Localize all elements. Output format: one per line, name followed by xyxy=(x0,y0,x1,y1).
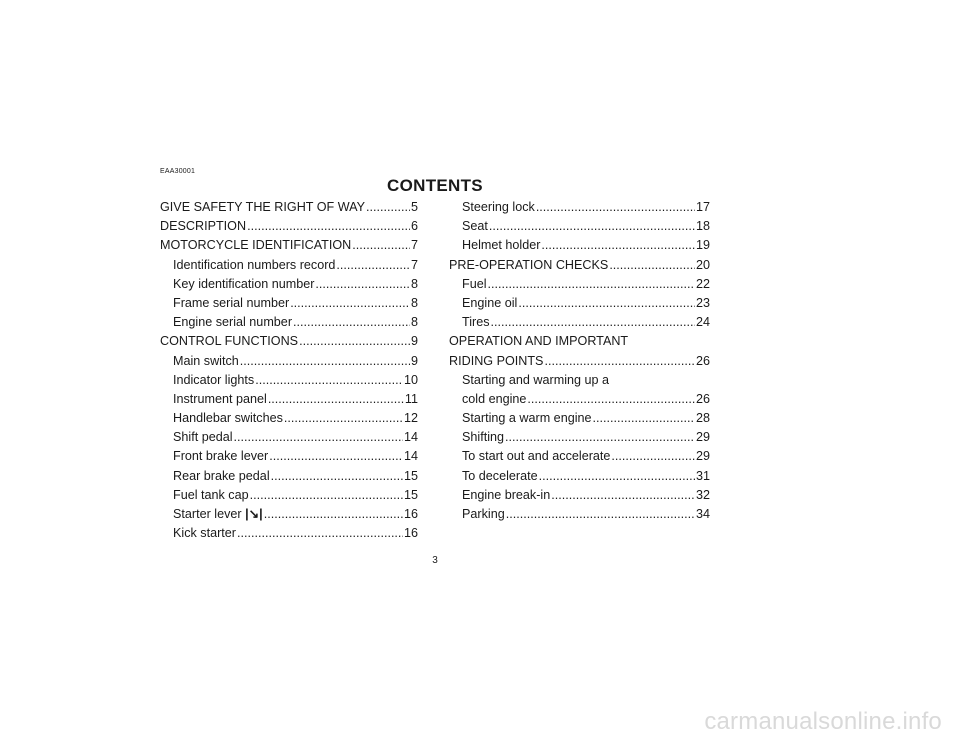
toc-entry[interactable] xyxy=(449,505,710,524)
toc-entry-text: cold engine xyxy=(462,391,527,406)
toc-entry[interactable] xyxy=(160,236,418,255)
toc-entry-text: RIDING POINTS xyxy=(449,353,544,368)
toc-entry[interactable] xyxy=(449,294,710,313)
toc-entry[interactable] xyxy=(449,198,710,217)
toc-entry-text: Engine oil xyxy=(462,295,518,310)
toc-entry-text: Starting a warm engine xyxy=(462,411,592,426)
toc-entry[interactable] xyxy=(160,275,418,294)
toc-left-column xyxy=(160,198,418,543)
toc-leader xyxy=(488,275,695,294)
toc-entry-page: 11 xyxy=(404,391,418,406)
toc-entry-text: Handlebar switches xyxy=(173,411,283,426)
toc-entry-page: 16 xyxy=(403,526,418,541)
toc-leader xyxy=(268,390,404,409)
toc-entry-text: Kick starter xyxy=(173,526,236,541)
toc-entry[interactable] xyxy=(160,467,418,486)
toc-entry-text: Rear brake pedal xyxy=(173,468,270,483)
toc-leader xyxy=(366,198,410,217)
toc-leader xyxy=(518,294,695,313)
toc-entry-page: 5 xyxy=(410,200,418,214)
toc-entry[interactable] xyxy=(160,198,418,217)
toc-right-column xyxy=(449,198,710,524)
toc-entry-page: 15 xyxy=(403,487,418,502)
toc-leader xyxy=(269,447,403,466)
toc-entry-page: 14 xyxy=(403,449,418,464)
toc-leader xyxy=(489,217,695,236)
toc-entry-text: Instrument panel xyxy=(173,391,267,406)
toc-leader xyxy=(551,486,695,505)
toc-entry-page: 34 xyxy=(695,507,710,521)
toc-entry-page: 10 xyxy=(403,372,418,387)
toc-leader xyxy=(271,467,403,486)
toc-leader xyxy=(527,390,695,409)
toc-entry-text: Shift pedal xyxy=(173,430,233,445)
toc-entry-text: Engine break-in xyxy=(462,487,551,502)
toc-entry-text xyxy=(173,505,263,524)
toc-entry[interactable] xyxy=(160,409,418,428)
toc-entry-page: 26 xyxy=(695,353,710,368)
toc-entry-page: 32 xyxy=(695,487,710,502)
toc-entry-page: 6 xyxy=(410,219,418,234)
toc-leader xyxy=(536,198,695,217)
toc-entry-page: 7 xyxy=(410,238,418,253)
choke-icon: |↘| xyxy=(245,507,263,521)
toc-entry[interactable] xyxy=(449,256,710,275)
toc-entry[interactable] xyxy=(449,217,710,236)
toc-entry-page: 20 xyxy=(695,257,710,272)
toc-entry-text: Fuel tank cap xyxy=(173,487,249,502)
toc-entry-page: 15 xyxy=(403,468,418,483)
toc-entry-text: Key identification number xyxy=(173,276,315,291)
toc-entry-page: 28 xyxy=(695,411,710,426)
toc-leader xyxy=(255,371,403,390)
toc-leader xyxy=(315,275,410,294)
toc-leader xyxy=(544,352,695,371)
toc-entry[interactable] xyxy=(160,505,418,524)
toc-leader xyxy=(539,467,695,486)
toc-entry-label: Starter lever xyxy=(173,507,242,521)
page-title: CONTENTS xyxy=(387,176,483,195)
toc-entry-text: CONTROL FUNCTIONS xyxy=(160,334,299,349)
toc-entry-text: Main switch xyxy=(173,353,239,368)
toc-entry-text: DESCRIPTION xyxy=(160,219,247,234)
toc-entry-text: Seat xyxy=(462,219,488,234)
toc-entry-page: 29 xyxy=(695,430,710,445)
toc-entry[interactable] xyxy=(160,371,418,390)
page-number: 3 xyxy=(432,555,438,566)
toc-entry-page: 31 xyxy=(695,468,710,483)
toc-entry[interactable] xyxy=(160,390,418,409)
toc-entry-page: 7 xyxy=(410,257,418,272)
toc-leader xyxy=(250,486,403,505)
toc-entry[interactable] xyxy=(449,275,710,294)
toc-leader xyxy=(506,505,695,524)
toc-leader xyxy=(541,236,695,255)
toc-entry-page: 9 xyxy=(410,334,418,349)
toc-leader xyxy=(264,505,403,524)
toc-entry[interactable] xyxy=(160,294,418,313)
toc-leader xyxy=(611,447,695,466)
toc-entry-text: Parking xyxy=(462,507,505,521)
toc-entry-page: 12 xyxy=(403,411,418,426)
toc-leader xyxy=(352,236,410,255)
toc-entry-page: 8 xyxy=(410,276,418,291)
toc-entry-page: 14 xyxy=(403,430,418,445)
toc-entry[interactable] xyxy=(449,428,710,447)
toc-entry[interactable] xyxy=(160,332,418,351)
toc-leader xyxy=(593,409,695,428)
toc-entry-text: Starting and warming up a xyxy=(462,372,610,387)
toc-entry-page: 22 xyxy=(695,276,710,291)
toc-entry[interactable] xyxy=(160,524,418,543)
toc-entry-page: 23 xyxy=(695,295,710,310)
toc-entry[interactable] xyxy=(449,352,710,371)
toc-entry-page: 8 xyxy=(410,295,418,310)
toc-entry[interactable] xyxy=(449,390,710,409)
toc-entry[interactable] xyxy=(449,371,710,390)
toc-entry[interactable] xyxy=(449,313,710,332)
toc-leader xyxy=(609,256,695,275)
toc-entry-page: 18 xyxy=(695,219,710,234)
toc-entry-text: Steering lock xyxy=(462,200,535,214)
toc-entry[interactable] xyxy=(160,486,418,505)
toc-entry-text: Fuel xyxy=(462,276,487,291)
toc-entry-text: Frame serial number xyxy=(173,295,290,310)
toc-entry-text: PRE-OPERATION CHECKS xyxy=(449,257,609,272)
toc-leader xyxy=(290,294,410,313)
toc-leader xyxy=(293,313,410,332)
toc-leader xyxy=(247,217,410,236)
toc-entry-page: 8 xyxy=(410,315,418,330)
toc-entry-page: 9 xyxy=(410,353,418,368)
toc-entry-text: GIVE SAFETY THE RIGHT OF WAY xyxy=(160,200,366,214)
toc-entry[interactable] xyxy=(160,313,418,332)
toc-leader xyxy=(505,428,695,447)
toc-leader xyxy=(491,313,695,332)
toc-entry-page: 19 xyxy=(695,238,710,253)
watermark: carmanualsonline.info xyxy=(704,708,942,735)
toc-entry[interactable] xyxy=(160,428,418,447)
toc-entry[interactable] xyxy=(449,409,710,428)
toc-leader xyxy=(240,352,410,371)
toc-entry[interactable] xyxy=(449,486,710,505)
toc-entry[interactable] xyxy=(160,447,418,466)
toc-entry-page: 24 xyxy=(695,315,710,330)
toc-entry[interactable] xyxy=(449,447,710,466)
toc-leader xyxy=(237,524,403,543)
toc-entry-text: Front brake lever xyxy=(173,449,269,464)
toc-entry-page: 26 xyxy=(695,391,710,406)
toc-entry[interactable] xyxy=(449,467,710,486)
toc-leader xyxy=(284,409,403,428)
toc-entry[interactable] xyxy=(160,217,418,236)
toc-entry-page: 29 xyxy=(695,449,710,464)
toc-leader xyxy=(234,428,403,447)
toc-entry-text: Helmet holder xyxy=(462,238,541,253)
toc-entry-page: 16 xyxy=(403,507,418,521)
toc-entry[interactable] xyxy=(160,256,418,275)
toc-entry-text: To decelerate xyxy=(462,468,538,483)
toc-entry[interactable] xyxy=(160,352,418,371)
toc-entry-text: MOTORCYCLE IDENTIFICATION xyxy=(160,238,352,253)
toc-entry-text: To start out and accelerate xyxy=(462,449,611,464)
toc-entry-text: Tires xyxy=(462,315,490,330)
toc-entry[interactable] xyxy=(449,236,710,255)
toc-entry-text: OPERATION AND IMPORTANT xyxy=(449,334,629,349)
toc-entry[interactable] xyxy=(449,332,710,351)
toc-entry-page: 17 xyxy=(695,200,710,214)
toc-leader xyxy=(336,256,410,275)
toc-entry-text: Identification numbers record xyxy=(173,257,336,272)
toc-entry-text: Engine serial number xyxy=(173,315,293,330)
toc-leader xyxy=(299,332,410,351)
toc-entry-text: Indicator lights xyxy=(173,372,255,387)
toc-entry-text: Shifting xyxy=(462,430,505,445)
section-code: EAA30001 xyxy=(160,168,196,175)
